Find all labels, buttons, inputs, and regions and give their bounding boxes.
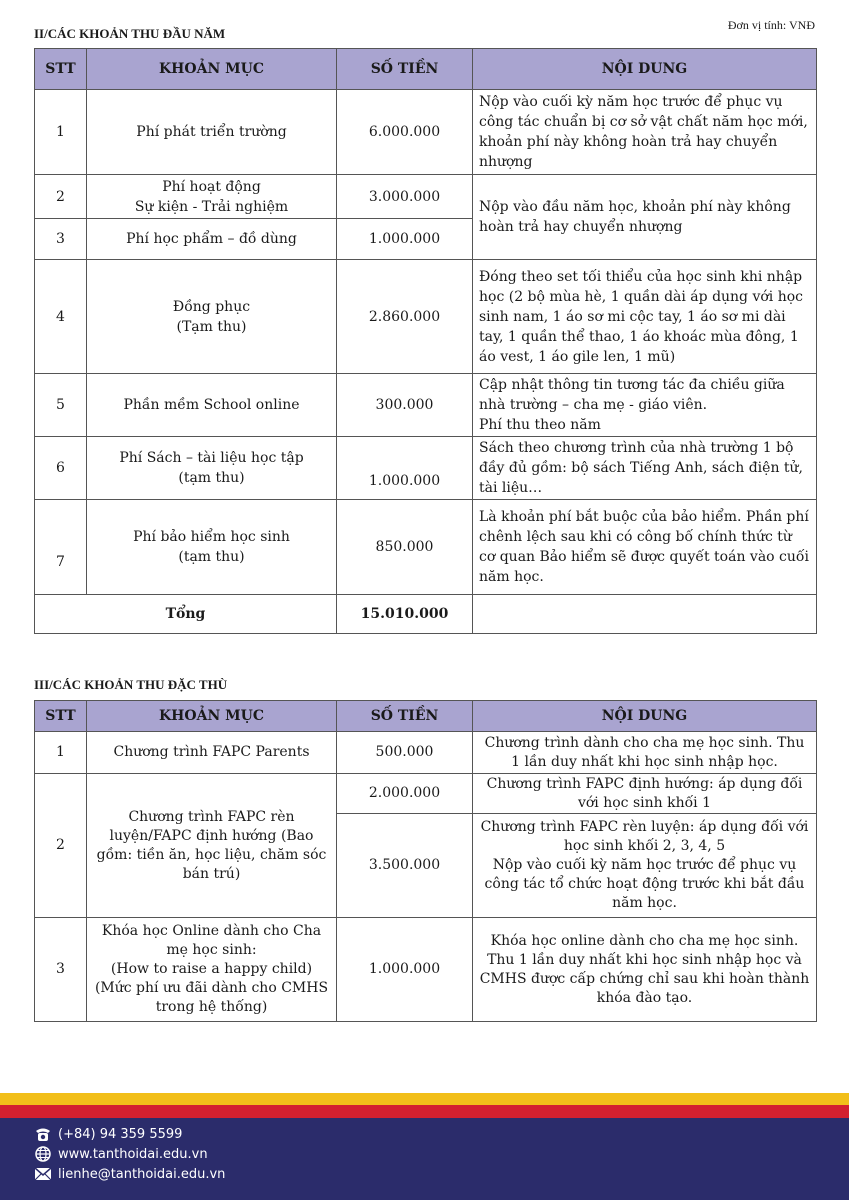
- contact-website: [34, 1146, 208, 1162]
- row-item-line: Phí hoạt động: [162, 178, 261, 195]
- row-item: Phí học phẩm – đồ dùng: [87, 219, 337, 260]
- row-item-line: (How to raise a happy child): [110, 961, 313, 977]
- table-header-row: [35, 49, 817, 90]
- row-stt: 5: [35, 374, 87, 437]
- row-stt: 6: [35, 437, 87, 500]
- table-row: [35, 90, 817, 175]
- row-content-line: Chương trình FAPC rèn luyện: áp dụng đối với học sinh khối 2, 3, 4, 5: [480, 819, 809, 854]
- row-item-line: Khóa học Online dành cho Cha mẹ học sinh:: [101, 923, 322, 958]
- section-2-table: [34, 48, 817, 634]
- total-row: [35, 595, 817, 634]
- row-content: [473, 374, 817, 437]
- email-link[interactable]: lienhe@tanthoidai.edu.vn: [58, 1166, 226, 1182]
- footer-stripe-red: [0, 1105, 849, 1118]
- footer-stripe-yellow: [0, 1093, 849, 1105]
- row-item: [87, 918, 337, 1022]
- table-row: [35, 260, 817, 374]
- website-link[interactable]: www.tanthoidai.edu.vn: [58, 1146, 208, 1162]
- row-amount: 1.000.000: [337, 918, 473, 1022]
- table-row: [35, 500, 817, 595]
- header-item: KHOẢN MỤC: [87, 701, 337, 732]
- header-content: NỘI DUNG: [473, 49, 817, 90]
- row-stt: 3: [35, 918, 87, 1022]
- row-item: [87, 260, 337, 374]
- table-row: [35, 774, 817, 814]
- table-row: [35, 918, 817, 1022]
- row-stt: 2: [35, 774, 87, 918]
- section-3-title: III/CÁC KHOẢN THU ĐẶC THÙ: [34, 677, 228, 692]
- row-item-line: (tạm thu): [178, 470, 245, 486]
- row-item-line: (Mức phí ưu đãi dành cho CMHS trong hệ thống): [94, 980, 329, 1015]
- row-content: Là khoản phí bắt buộc của bảo hiểm. Phần phí chênh lệch sau khi có công bố chính thức từ cơ quan Bảo hiểm sẽ được quyết toán vào cuối năm học.: [473, 500, 817, 595]
- row-stt: 2: [35, 175, 87, 219]
- row-content: Nộp vào đầu năm học, khoản phí này không hoàn trả hay chuyển nhượng: [473, 175, 817, 260]
- row-content-line: Phí thu theo năm: [479, 417, 601, 433]
- contact-email: [34, 1166, 225, 1182]
- row-amount: 300.000: [337, 374, 473, 437]
- row-item: Phí phát triển trường: [87, 90, 337, 175]
- row-amount: 2.000.000: [337, 774, 473, 814]
- row-content: Sách theo chương trình của nhà trường 1 bộ đầy đủ gồm: bộ sách Tiếng Anh, sách điện tử, tài liệu…: [473, 437, 817, 500]
- row-amount: 6.000.000: [337, 90, 473, 175]
- header-item: KHOẢN MỤC: [87, 49, 337, 90]
- row-stt: 1: [35, 90, 87, 175]
- row-item-line: (tạm thu): [178, 549, 245, 565]
- row-stt: 1: [35, 732, 87, 774]
- section-3-table: [34, 700, 817, 1022]
- row-amount: 1.000.000: [337, 219, 473, 260]
- total-amount: 15.010.000: [337, 595, 473, 634]
- row-content: Đóng theo set tối thiểu của học sinh khi nhập học (2 bộ mùa hè, 1 quần dài áp dụng với học sinh nam, 1 áo sơ mi cộc tay, 1 áo sơ mi dài tay, 1 quần thể thao, 1 áo khoác mùa đông, 1 áo vest, 1 áo gile len, 1 mũ): [473, 260, 817, 374]
- table-header-row: [35, 701, 817, 732]
- table-row: [35, 437, 817, 500]
- mail-icon: [34, 1166, 52, 1182]
- header-content: NỘI DUNG: [473, 701, 817, 732]
- row-stt: 7: [35, 500, 87, 595]
- row-content-line: Cập nhật thông tin tương tác đa chiều giữa nhà trường – cha mẹ - giáo viên.: [479, 377, 785, 413]
- header-amount: SỐ TIỀN: [337, 701, 473, 732]
- table-row: [35, 175, 817, 219]
- row-item: [87, 437, 337, 500]
- row-stt: 4: [35, 260, 87, 374]
- row-item-line: Sự kiện - Trải nghiệm: [134, 198, 289, 215]
- table-row: [35, 732, 817, 774]
- row-amount: 500.000: [337, 732, 473, 774]
- phone-icon: [34, 1126, 52, 1142]
- row-content: Nộp vào cuối kỳ năm học trước để phục vụ công tác chuẩn bị cơ sở vật chất năm học mới, khoản phí này không hoàn trả hay chuyển nhượng: [473, 90, 817, 175]
- total-label: Tổng: [35, 595, 337, 634]
- phone-text: (+84) 94 359 5599: [58, 1126, 183, 1142]
- row-amount: 3.000.000: [337, 175, 473, 219]
- header-stt: STT: [35, 701, 87, 732]
- row-item-line: (Tạm thu): [176, 318, 247, 335]
- row-amount: 3.500.000: [337, 814, 473, 918]
- section-2-title: II/CÁC KHOẢN THU ĐẦU NĂM: [34, 26, 226, 41]
- header-stt: STT: [35, 49, 87, 90]
- row-item: Chương trình FAPC Parents: [87, 732, 337, 774]
- row-item-line: Phí Sách – tài liệu học tập: [119, 450, 304, 466]
- row-item: [87, 500, 337, 595]
- row-amount: 2.860.000: [337, 260, 473, 374]
- row-content: Khóa học online dành cho cha mẹ học sinh. Thu 1 lần duy nhất khi học sinh nhập học và CMHS được cấp chứng chỉ sau khi hoàn thành khóa đào tạo.: [473, 918, 817, 1022]
- contact-phone: [34, 1126, 182, 1142]
- row-amount: 1.000.000: [337, 437, 473, 500]
- row-content: Chương trình dành cho cha mẹ học sinh. Thu 1 lần duy nhất khi học sinh nhập học.: [473, 732, 817, 774]
- table-row: [35, 374, 817, 437]
- globe-icon: [34, 1146, 52, 1162]
- row-content-line: Nộp vào cuối kỳ năm học trước để phục vụ công tác tổ chức hoạt động trước khi bắt đầu năm học.: [484, 857, 805, 911]
- total-empty-cell: [473, 595, 817, 634]
- row-content: Chương trình FAPC định hướng: áp dụng đối với học sinh khối 1: [473, 774, 817, 814]
- row-item: Phần mềm School online: [87, 374, 337, 437]
- row-item: Chương trình FAPC rèn luyện/FAPC định hướng (Bao gồm: tiền ăn, học liệu, chăm sóc bán trú): [87, 774, 337, 918]
- row-stt: 3: [35, 219, 87, 260]
- unit-note: Đơn vị tính: VNĐ: [727, 18, 815, 32]
- row-item: [87, 175, 337, 219]
- header-amount: SỐ TIỀN: [337, 49, 473, 90]
- row-content: [473, 814, 817, 918]
- row-item-line: Phí bảo hiểm học sinh: [133, 529, 290, 545]
- row-amount: 850.000: [337, 500, 473, 595]
- row-item-line: Đồng phục: [172, 298, 251, 315]
